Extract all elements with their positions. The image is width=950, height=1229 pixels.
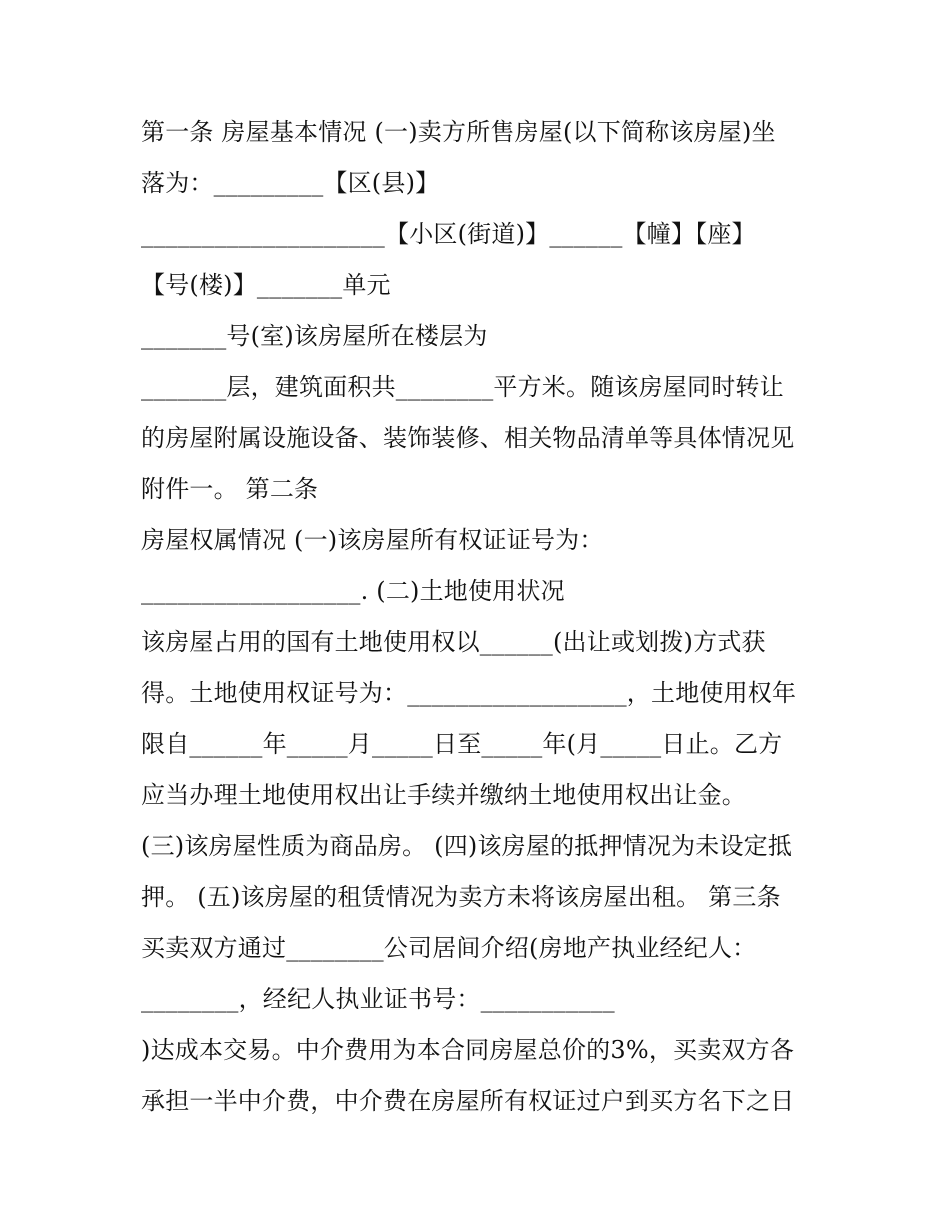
text-line: 承担一半中介费，中介费在房屋所有权证过户到买方名下之日 [141, 1087, 795, 1115]
text-line: 的房屋附属设施设备、装饰装修、相关物品清单等具体情况见 [141, 424, 795, 452]
text-line: _______层，建筑面积共________平方米。随该房屋同时转让 [141, 373, 784, 401]
text-line: 得。土地使用权证号为：__________________，土地使用权年 [141, 679, 797, 707]
text-line: 落为：_________【区(县)】 [141, 169, 440, 197]
text-line: 【号(楼)】_______单元 [141, 271, 391, 299]
text-line: 附件一。 第二条 [141, 475, 319, 503]
text-line: 押。 (五)该房屋的租赁情况为卖方未将该房屋出租。 第三条 [141, 883, 781, 911]
text-line: _______号(室)该房屋所在楼层为 [141, 322, 488, 350]
text-line: 限自______年_____月_____日至_____年(月_____日止。乙方 [141, 730, 783, 758]
text-line: )达成本交易。中介费用为本合同房屋总价的3%，买卖双方各 [141, 1036, 795, 1064]
contract-text-block [141, 107, 831, 1127]
text-line: __________________. (二)土地使用状况 [141, 577, 565, 605]
text-line: 第一条 房屋基本情况 (一)卖方所售房屋(以下简称该房屋)坐 [141, 118, 776, 146]
text-line: ________，经纪人执业证书号：___________ [141, 985, 615, 1013]
text-line: (三)该房屋性质为商品房。 (四)该房屋的抵押情况为未设定抵 [141, 832, 793, 860]
text-line: ____________________【小区(街道)】______【幢】【座】 [141, 220, 756, 248]
text-line: 该房屋占用的国有土地使用权以______(出让或划拨)方式获 [141, 628, 766, 656]
text-line: 应当办理土地使用权出让手续并缴纳土地使用权出让金。 [141, 781, 746, 809]
text-line: 房屋权属情况 (一)该房屋所有权证证号为： [141, 526, 604, 554]
text-line: 买卖双方通过________公司居间介绍(房地产执业经纪人： [141, 934, 757, 962]
